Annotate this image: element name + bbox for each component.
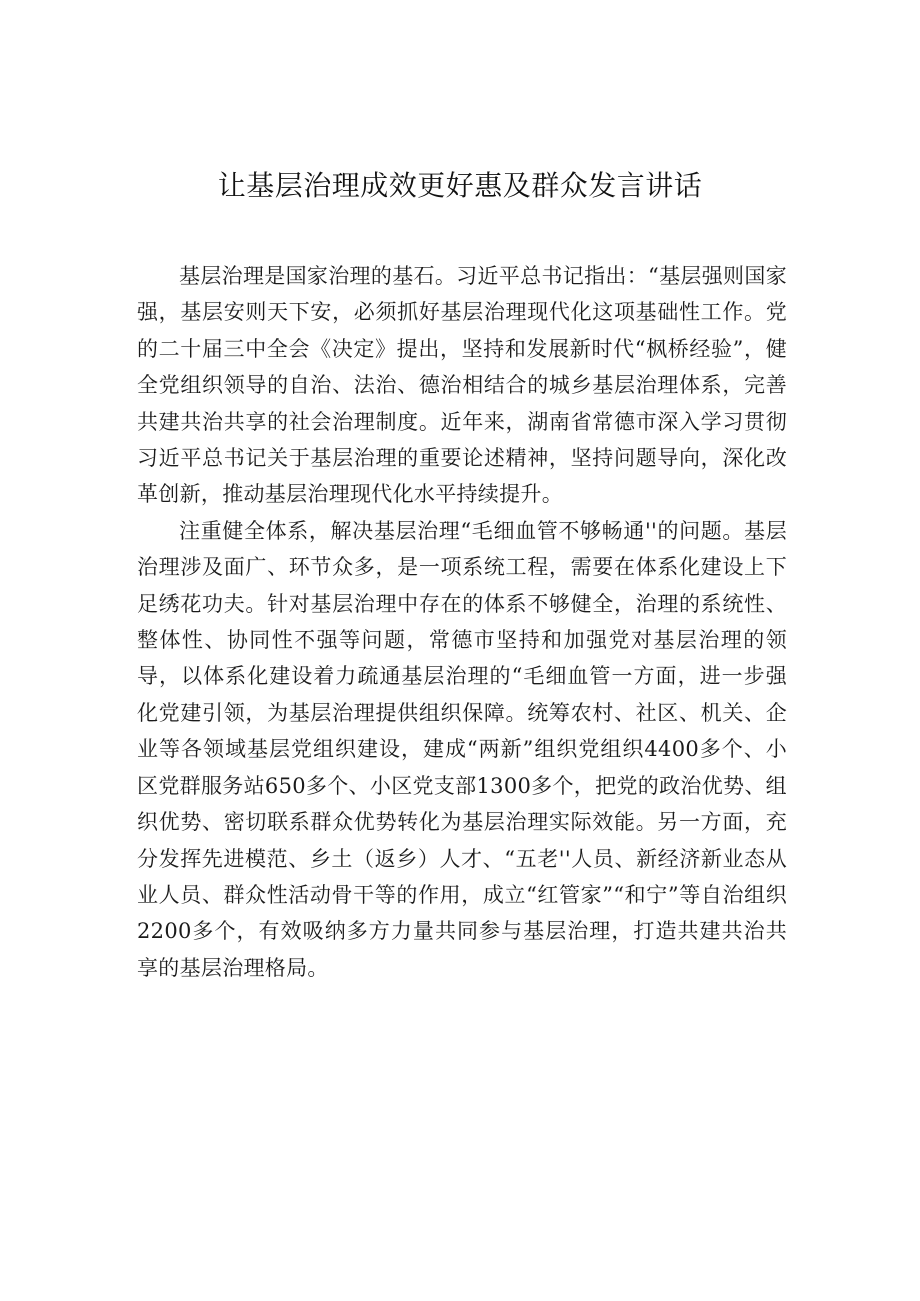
paragraph-system-building: 注重健全体系，解决基层治理“毛细血管不够畅通''的问题。基层治理涉及面广、环节众多，是一项系统工程，需要在体系化建设上下足绣花功夫。针对基层治理中存在的体系不够健全，治理的系统性、整体性、协同性不强等问题，常德市坚持和加强党对基层治理的领导，以体系化建设着力疏通基层治理的“毛细血管一方面，进一步强化党建引领，为基层治理提供组织保障。统筹农村、社区、机关、企业等各领域基层党组织建设，建成“两新”组织党组织4400多个、小区党群服务站650多个、小区党支部1300多个，把党的政治优势、组织优势、密切联系群众优势转化为基层治理实际效能。另一方面，充分发挥先进模范、乡土（返乡）人才、“五老''人员、新经济新业态从业人员、群众性活动骨干等的作用，成立“红管家”“和宁”等自治组织2200多个，有效吸纳多方力量共同参与基层治理，打造共建共治共享的基层治理格局。 xyxy=(137,518,787,980)
document-body xyxy=(137,258,787,986)
document-title: 让基层治理成效更好惠及群众发言讲话 xyxy=(217,169,703,202)
paragraph-intro: 基层治理是国家治理的基石。习近平总书记指出：“基层强则国家强，基层安则天下安，必须抓好基层治理现代化这项基础性工作。党的二十届三中全会《决定》提出，坚持和发展新时代“枫桥经验”，健全党组织领导的自治、法治、德治相结合的城乡基层治理体系，完善共建共治共享的社会治理制度。近年来，湖南省常德市深入学习贯彻习近平总书记关于基层治理的重要论述精神，坚持问题导向，深化改革创新，推动基层治理现代化水平持续提升。 xyxy=(137,264,787,507)
